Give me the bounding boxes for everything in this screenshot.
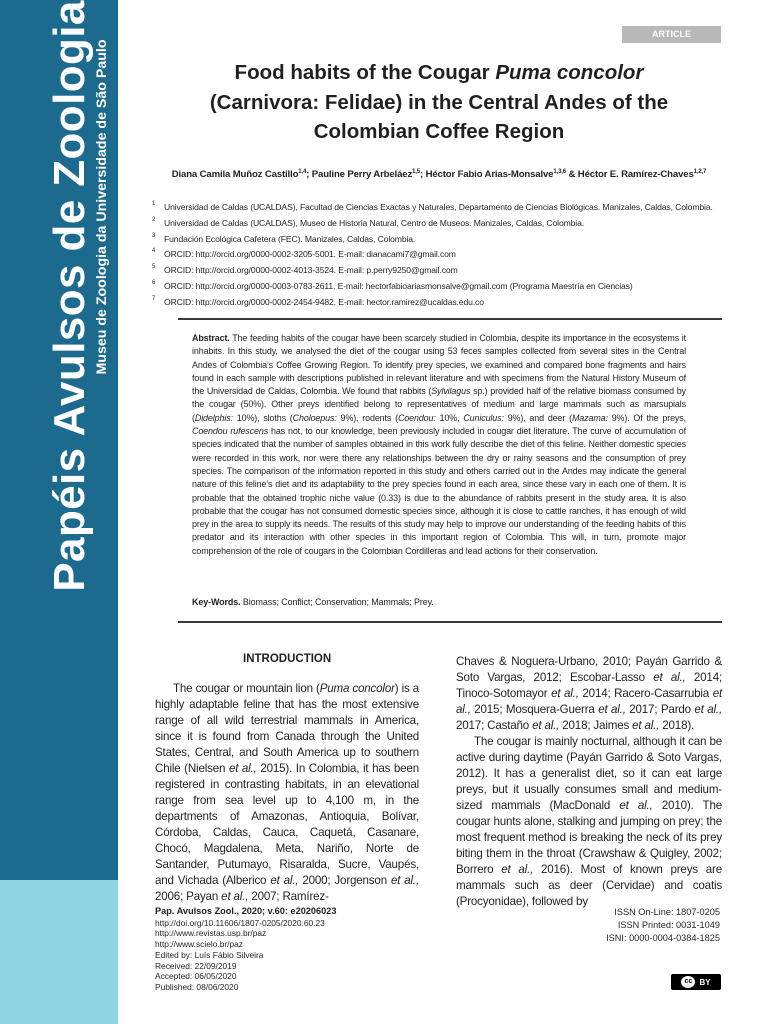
cc-license-badge[interactable] <box>671 974 721 990</box>
article-title <box>150 58 728 147</box>
footer-publication-info <box>155 906 336 993</box>
body-text: 2015). In Colombia, it has been registered in contrasting habitats, in an elevational range from sea level up to 4,100 m, in the departments of Amazonas, Antioquia, Bolívar, Córdoba, Caldas, Cauca, Caquetá, Casanare, Chocó, Magdalena, Meta, Nariño, Norte de Santander, Putumayo, Risaralda, Sucre, Vaupés, and Vichada (Alberico <box>155 762 419 887</box>
doi-link[interactable]: http://doi.org/10.11606/1807-0205/2020.60.23 <box>155 917 325 928</box>
sidebar-accent-block <box>0 880 118 1024</box>
body-text: Chaves & Noguera-Urbano, 2010; Payán Garrido & Soto Vargas, 2012; Escobar-Lasso <box>456 655 722 684</box>
body-italic: et al., <box>632 719 660 732</box>
body-text: 2015; Mosquera-Guerra <box>470 703 599 716</box>
title-line1: Food habits of the Cougar <box>234 61 496 84</box>
affiliation-number: 7 <box>152 295 156 302</box>
abstract-taxon: Didelphis: <box>194 412 233 423</box>
journal-sidebar <box>0 0 118 1024</box>
affiliation-item <box>152 232 732 248</box>
body-italic: et al., <box>653 671 686 684</box>
affiliation-text: Universidad de Caldas (UCALDAS), Museo de Historia Natural, Centro de Museos. Manizales, Caldas, Colombia. <box>164 217 585 228</box>
issn-printed: ISSN Printed: 0031-1049 <box>617 920 720 930</box>
abstract-text: sp.) provided half of the relative biomass consumed by the cougar (50%). Other preys identified belong to representatives of medium and large mammals such as marsupials ( <box>192 386 686 423</box>
author-separator: ; <box>420 169 426 181</box>
abstract-taxon: Choloepus: <box>292 412 337 423</box>
accepted-date: Accepted: 06/05/2020 <box>155 971 237 982</box>
license-by-label: BY <box>699 977 711 987</box>
published-date: Published: 08/06/2020 <box>155 981 239 992</box>
body-text: 2017; Castaño <box>456 719 533 732</box>
abstract-bottom-rule <box>178 621 722 623</box>
body-text: 2014; Tinoco-Sotomayor <box>456 671 722 700</box>
citation: Pap. Avulsos Zool., 2020; v.60: e20206023 <box>155 906 337 916</box>
body-paragraph <box>456 734 722 910</box>
affiliation-item <box>152 279 732 295</box>
body-italic: et al., <box>390 874 419 887</box>
body-italic: et al., <box>501 863 534 876</box>
author-affiliation-sup: 1,2,7 <box>693 169 707 175</box>
affiliation-list <box>152 200 732 311</box>
keywords <box>192 597 686 607</box>
affiliation-text[interactable]: ORCID: http://orcid.org/0000-0003-0783-2611. E-mail: hectorfabioariasmonsalve@gmail.com (Programa Maestría en Ciencias) <box>164 280 633 291</box>
abstract-taxon: Coendou rufescens <box>192 426 269 437</box>
isni: ISNI: 0000-0004-0384-1825 <box>606 933 720 943</box>
author-affiliation-sup: 1,4 <box>298 169 307 175</box>
body-column-left <box>155 681 419 905</box>
body-italic: et al., <box>551 687 579 700</box>
body-text: 2006; Payan <box>155 890 222 903</box>
body-text: 2018; Jaimes <box>559 719 633 732</box>
author-list <box>150 169 728 180</box>
abstract-text: The feeding habits of the cougar have been scarcely studied in Colombia, despite its importance in the ecosystems it inhabits. In this study, we analysed the diet of the cougar using 53 feces samples collected from several sites in the Central Andes of Colombia’s Coffee Growing Region. To identify prey species, we examined and compared bone fragments and hairs found in each sample with descriptions published in relevant literature and with specimens from the Natural History Museum of the Universidad de Caldas, Colombia. We found that rabbits ( <box>192 333 686 397</box>
author-name: Héctor E. Ramírez-Chaves <box>577 169 694 181</box>
abstract-taxon: Cuniculus: <box>463 412 504 423</box>
body-italic: et al., <box>598 703 626 716</box>
abstract <box>192 332 686 558</box>
body-italic: et al., <box>456 687 722 716</box>
journal-url[interactable]: http://www.revistas.usp.br/paz <box>155 928 267 939</box>
body-text: 2000; Jorgenson <box>298 874 391 887</box>
abstract-text: 9%), and deer ( <box>503 412 572 423</box>
affiliation-text[interactable]: ORCID: http://orcid.org/0000-0002-4013-3524. E-mail: p.perry9250@gmail.com <box>164 265 458 276</box>
author-name: Pauline Perry Arbeláez <box>311 169 413 181</box>
affiliation-text: Fundación Ecológica Cafetera (FEC). Manizales, Caldas, Colombia. <box>164 233 416 244</box>
abstract-text: 10%), sloths ( <box>232 412 293 423</box>
abstract-taxon: Sylvilagus <box>431 386 471 397</box>
received-date: Received: 22/09/2019 <box>155 960 237 971</box>
edited-by: Edited by: Luís Fábio Silveira <box>155 949 264 960</box>
title-line3: Colombian Coffee Region <box>313 120 565 143</box>
abstract-taxon: Mazama: <box>571 412 608 423</box>
body-text: 2014; Racero-Casarrubia <box>578 687 713 700</box>
journal-subtitle: Museu de Zoologia da Universidade de São Paulo <box>94 39 110 375</box>
affiliation-item <box>152 216 732 232</box>
body-paragraph <box>456 654 722 734</box>
body-text: The cougar or mountain lion ( <box>173 682 320 695</box>
creative-commons-icon: cc <box>681 976 695 988</box>
abstract-label: Abstract. <box>192 333 230 343</box>
journal-name: Papéis Avulsos de Zoologia <box>45 0 94 592</box>
title-line2: (Carnivora: Felidae) in the Central Andes of the <box>209 90 669 114</box>
author-name: Diana Camila Muñoz Castillo <box>171 169 299 181</box>
body-italic: et al., <box>619 799 653 812</box>
abstract-text: 9%). Of the preys, <box>607 412 686 423</box>
abstract-text: 9%), rodents ( <box>336 412 398 423</box>
affiliation-text[interactable]: ORCID: http://orcid.org/0000-0002-2454-9482. E-mail: hector.ramirez@ucaldas.edu.co <box>164 296 484 307</box>
author-separator: ; <box>306 169 312 181</box>
affiliation-number: 5 <box>152 264 156 271</box>
abstract-top-rule <box>178 318 722 320</box>
body-text: 2016). Most of known preys are mammals such as deer (Cervidae) and coatis (Procyonidae), followed by <box>456 863 722 908</box>
title-species: Puma concolor <box>495 61 644 84</box>
affiliation-item <box>152 200 732 216</box>
author-separator: & <box>565 169 578 181</box>
body-column-right <box>456 654 722 910</box>
affiliation-item <box>152 247 732 263</box>
author-name: Héctor Fabio Arias-Monsalve <box>425 169 554 181</box>
body-italic: et al., <box>228 762 257 775</box>
body-italic: et al., <box>221 890 249 903</box>
body-text: 2017; Pardo <box>625 703 695 716</box>
issn-online: ISSN On-Line: 1807-0205 <box>614 907 720 917</box>
affiliation-item <box>152 295 732 311</box>
author-affiliation-sup: 1,5 <box>412 169 420 175</box>
section-heading-introduction: INTRODUCTION <box>243 653 332 665</box>
body-paragraph <box>155 681 419 905</box>
body-italic: et al., <box>694 703 722 716</box>
affiliation-number: 4 <box>152 248 156 255</box>
body-text: 2018). <box>659 719 695 732</box>
affiliation-number: 6 <box>152 279 156 286</box>
body-italic: et al., <box>270 874 299 887</box>
affiliation-number: 1 <box>152 201 156 207</box>
abstract-text: has not, to our knowledge, been previously included in cougar diet literature. The curve of accumulation of species indicated that the number of samples obtained in this work fully describe the diet of this feline. Neither domestic species were recorded in this work, nor were there any relationships between the dry or rainy seasons and the consumption of prey species. The comparison of the information reported in this study and others carried out in the Andes may indicate the general nature of this feline’s diet and its adaptability to the prey species found in each area, since these vary in each one of them. It is probable that the obtained trophic niche value (0.33) is due to the abundance of rabbits present in the study area. It is also probable that the cougar has not consumed domestic species since, although it is close to cattle ranches, it has enough of wild prey in the area to supply its needs. The results of this study may help to improve our understanding of the feeding habits of this predator and its interaction with other species in this important region of Colombia. This will, in turn, promote major comprehension of the role of cougars in the Colombian Cordilleras and lead actions for their conservation. <box>192 426 686 556</box>
affiliation-number: 2 <box>152 216 156 223</box>
body-italic: et al., <box>532 719 560 732</box>
affiliation-number: 3 <box>152 232 156 239</box>
author-affiliation-sup: 1,3,6 <box>553 169 566 175</box>
abstract-taxon: Coendou: <box>397 412 436 423</box>
affiliation-text: Universidad de Caldas (UCALDAS), Facultad de Ciencias Exactas y Naturales, Departamento de Ciencias Biológicas. Manizales, Caldas, Colombia. <box>164 202 713 212</box>
keywords-label: Key-Words. <box>192 597 241 607</box>
body-text: The cougar is mainly nocturnal, although it can be active during daytime (Payán Garrido & Soto Vargas, 2012). It has a generalist diet, so it can eat large preys, but it usually consumes small and medium-sized mammals (MacDonald <box>456 735 722 812</box>
keywords-text: Biomass; Conflict; Conservation; Mammals; Prey. <box>240 597 434 607</box>
article-type-badge: ARTICLE <box>622 26 721 43</box>
body-text: 2010). The cougar hunts alone, stalking and jumping on prey; the most frequent method is breaking the neck of its prey biting them in the throat (Crawshaw & Quigley, 2002; Borrero <box>456 799 722 876</box>
body-text: 2007; Ramírez- <box>248 890 329 903</box>
body-text: ) is a highly adaptable feline that has the most extensive range of all wild terrestrial mammals in America, since it is found from Canada through the United States, Central, and South America up to southern Chile (Nielsen <box>155 682 420 775</box>
footer-issn-info <box>606 906 720 945</box>
body-italic: Puma concolor <box>319 682 395 695</box>
affiliation-text[interactable]: ORCID: http://orcid.org/0000-0002-3205-5001. E-mail: dianacami7@gmail.com <box>164 249 456 260</box>
affiliation-item <box>152 263 732 279</box>
scielo-url[interactable]: http://www.scielo.br/paz <box>155 939 243 950</box>
abstract-text: 10%, <box>435 412 464 423</box>
